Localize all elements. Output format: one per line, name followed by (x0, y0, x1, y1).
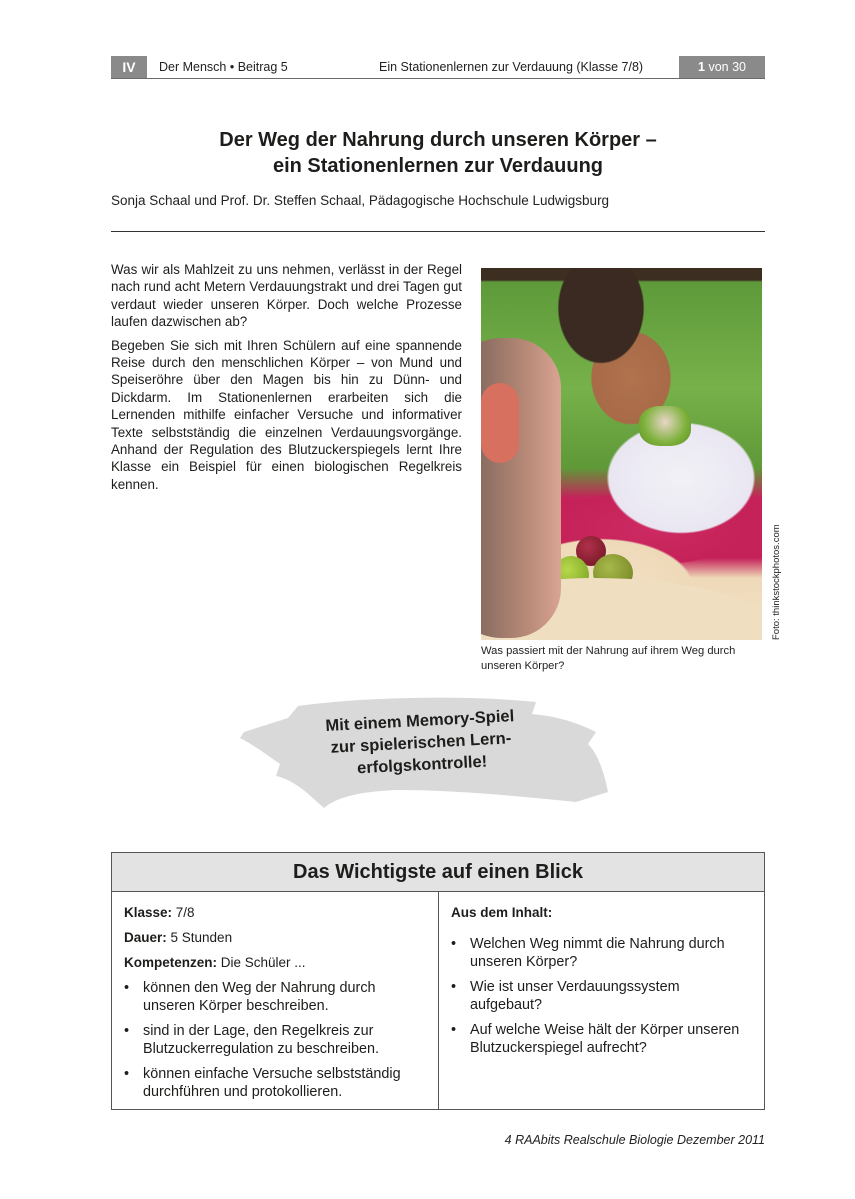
banner-line: Mit einem Memory-Spiel (325, 707, 515, 735)
list-item-text: Auf welche Weise hält der Körper unseren Blutzuckerspiegel aufrecht? (470, 1022, 740, 1056)
section-tab: IV (111, 56, 147, 78)
kompetenzen-value: Die Schüler ... (217, 955, 306, 970)
ear-shape (481, 383, 519, 463)
list-item-text: können den Weg der Nahrung durch unseren Körper beschreiben. (143, 980, 376, 1014)
klasse-value: 7/8 (172, 905, 195, 920)
memory-game-banner (236, 692, 608, 810)
banner-line: erfolgskontrolle! (356, 752, 488, 778)
bullet-icon: • (124, 1023, 130, 1039)
divider (111, 231, 765, 232)
article-title (111, 127, 765, 179)
list-item-text: können einfache Versuche selbstständig durchführen und protokollieren. (143, 1066, 401, 1100)
photo-caption: Was passiert mit der Nahrung auf ihrem Weg durch unseren Körper? (481, 645, 736, 672)
banner-line: zur spielerischen Lern- (330, 729, 512, 757)
header-unit-title: Ein Stationenlernen zur Verdauung (Klasse 7/8) (379, 60, 644, 74)
list-item (124, 1022, 429, 1058)
dauer-value: 5 Stunden (166, 930, 233, 945)
list-item (124, 979, 429, 1015)
list-item (451, 935, 751, 971)
page-header (111, 56, 765, 79)
bullet-icon: • (451, 936, 457, 952)
list-item (124, 1065, 429, 1101)
page-footer: 4 RAAbits Realschule Biologie Dezember 2011 (504, 1133, 765, 1147)
list-item (451, 978, 751, 1014)
summary-box (111, 852, 765, 1110)
inhalt-label (451, 905, 552, 920)
bullet-icon: • (124, 980, 130, 996)
page-total: von 30 (704, 60, 746, 74)
list-item-text: Welchen Weg nimmt die Nahrung durch unseren Körper? (470, 936, 725, 970)
summary-right-column (439, 892, 764, 1109)
kompetenzen-list (124, 979, 429, 1108)
title-line-1: Der Weg der Nahrung durch unseren Körper – (219, 129, 657, 151)
dauer-label: Dauer: (124, 930, 167, 945)
bullet-icon: • (451, 979, 457, 995)
list-item-text: sind in der Lage, den Regelkreis zur Blutzuckerregulation zu beschreiben. (143, 1023, 379, 1057)
inhalt-label-text: Aus dem Inhalt: (451, 905, 553, 920)
kompetenzen-label: Kompetenzen: (124, 955, 218, 970)
bullet-icon: • (451, 1022, 457, 1038)
list-item (451, 1021, 751, 1057)
intro-paragraph: Was wir als Mahlzeit zu uns nehmen, verlässt in der Regel nach rund acht Metern Verdauungstrakt und drei Tagen gut verdaut wieder unseren Körper. Doch welche Prozesse laufen dazwischen ab? (111, 262, 462, 330)
authors: Sonja Schaal und Prof. Dr. Steffen Schaal, Pädagogische Hochschule Ludwigsburg (111, 193, 610, 208)
klasse-line (124, 905, 195, 920)
page-indicator (679, 56, 765, 78)
list-item-text: Wie ist unser Verdauungssystem aufgebaut? (470, 979, 680, 1013)
bullet-icon: • (124, 1066, 130, 1082)
banner-text (294, 704, 547, 783)
inhalt-list (451, 935, 751, 1064)
page-current: 1 (698, 60, 705, 74)
header-topic: Der Mensch • Beitrag 5 (159, 60, 288, 74)
kompetenzen-line (124, 955, 306, 970)
picnic-photo (481, 268, 762, 640)
photo-credit: Foto: thinkstockphotos.com (771, 524, 782, 640)
summary-heading: Das Wichtigste auf einen Blick (112, 853, 764, 892)
summary-left-column (112, 892, 439, 1109)
klasse-label: Klasse: (124, 905, 173, 920)
sandwich-shape (639, 406, 691, 446)
intro-paragraph: Begeben Sie sich mit Ihren Schülern auf eine spannende Reise durch den menschlichen Körper – von Mund und Speiseröhre über den Magen bis hin zu Dünn- und Dickdarm. Im Stationenlernen erarbeiten sich die Lernenden mithilfe einfacher Versuche und informativer Texte selbstständig die einzelnen Verdauungsvorgänge. Anhand der Regulation des Blutzuckerspiegels lernt Ihre Klasse ein Beispiel für einen biologischen Regelkreis kennen. (111, 337, 462, 492)
dauer-line (124, 930, 232, 945)
intro-text (111, 261, 462, 499)
title-line-2: ein Stationenlernen zur Verdauung (272, 155, 604, 177)
